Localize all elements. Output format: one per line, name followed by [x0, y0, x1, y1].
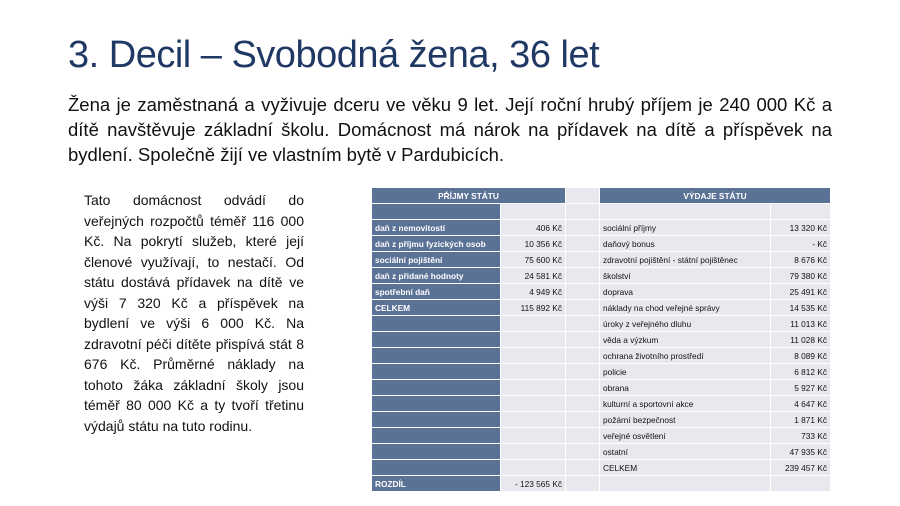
expense-label-cell: doprava	[600, 284, 771, 300]
gap-cell	[566, 268, 600, 284]
table-row	[372, 252, 831, 268]
gap-cell	[566, 444, 600, 460]
table-row	[372, 236, 831, 252]
expense-value-cell: 733 Kč	[771, 428, 831, 444]
income-value-cell	[501, 412, 566, 428]
expense-value-cell: 5 927 Kč	[771, 380, 831, 396]
gap-cell	[566, 380, 600, 396]
difference-label: ROZDÍL	[372, 476, 501, 492]
income-value-cell: 406 Kč	[501, 220, 566, 236]
expense-label-cell: obrana	[600, 380, 771, 396]
side-paragraph: Tato domácnost odvádí do veřejných rozpočtů téměř 116 000 Kč. Na pokrytí služeb, které její členové využívají, to nestačí. Od státu dostává přídavek na dítě ve výši 7 320 Kč a příspěvek na bydlení ve výši 6 000 Kč. Na zdravotní péči dítěte přispívá stát 8 676 Kč. Průměrné náklady na tohoto žáka základní školy jsou téměř 80 000 Kč a ty tvoří třetinu výdajů státu na tuto rodinu.	[84, 192, 304, 434]
gap-cell	[566, 332, 600, 348]
table-row	[372, 332, 831, 348]
table-row	[372, 300, 831, 316]
income-value-cell	[501, 364, 566, 380]
gap-cell	[566, 204, 600, 220]
expense-label-cell: kulturní a sportovní akce	[600, 396, 771, 412]
expense-label-cell: požární bezpečnost	[600, 412, 771, 428]
income-label-cell	[372, 380, 501, 396]
expense-label-cell: ostatní	[600, 444, 771, 460]
table-row	[372, 284, 831, 300]
expense-value-cell: 14 535 Kč	[771, 300, 831, 316]
table-row	[372, 444, 831, 460]
gap-cell	[566, 220, 600, 236]
income-label-cell: daň z příjmu fyzických osob	[372, 236, 501, 252]
table-row	[372, 364, 831, 380]
difference-value: - 123 565 Kč	[501, 476, 566, 492]
income-label-cell: sociální pojištění	[372, 252, 501, 268]
expense-value-cell: 1 871 Kč	[771, 412, 831, 428]
expense-label-cell: veřejné osvětlení	[600, 428, 771, 444]
table-row	[372, 460, 831, 476]
income-value-cell	[501, 444, 566, 460]
expense-value-cell: 6 812 Kč	[771, 364, 831, 380]
expense-label-cell: CELKEM	[600, 460, 771, 476]
income-label-cell	[372, 332, 501, 348]
expense-value-cell: 11 028 Kč	[771, 332, 831, 348]
expense-label-cell: daňový bonus	[600, 236, 771, 252]
income-label-cell: daň z nemovitostí	[372, 220, 501, 236]
empty-cell	[600, 476, 771, 492]
intro-paragraph: Žena je zaměstnaná a vyživuje dceru ve věku 9 let. Její roční hrubý příjem je 240 000 Kč a dítě navštěvuje základní školu. Domácnost má nárok na přídavek na dítě a příspěvek na bydlení. Společně žijí ve vlastním bytě v Pardubicích.	[68, 94, 832, 165]
expense-value-cell: 47 935 Kč	[771, 444, 831, 460]
expense-label-cell	[600, 204, 771, 220]
income-label-cell	[372, 460, 501, 476]
budget-table-body	[372, 188, 831, 492]
expense-label-cell: ochrana životního prostředí	[600, 348, 771, 364]
gap-cell	[566, 316, 600, 332]
gap-cell	[566, 284, 600, 300]
income-value-cell: 115 892 Kč	[501, 300, 566, 316]
income-value-cell	[501, 316, 566, 332]
table-row	[372, 268, 831, 284]
income-label-cell	[372, 316, 501, 332]
expense-value-cell: 79 380 Kč	[771, 268, 831, 284]
expense-value-cell: 239 457 Kč	[771, 460, 831, 476]
expense-value-cell: - Kč	[771, 236, 831, 252]
table-row	[372, 428, 831, 444]
expense-value-cell	[771, 204, 831, 220]
expense-value-cell: 4 647 Kč	[771, 396, 831, 412]
gap-cell	[566, 300, 600, 316]
income-label-cell	[372, 364, 501, 380]
slide-title: 3. Decil – Svobodná žena, 36 let	[68, 34, 600, 76]
income-value-cell: 4 949 Kč	[501, 284, 566, 300]
gap-cell	[566, 460, 600, 476]
income-value-cell	[501, 204, 566, 220]
income-value-cell: 10 356 Kč	[501, 236, 566, 252]
expense-label-cell: náklady na chod veřejné správy	[600, 300, 771, 316]
expense-label-cell: školství	[600, 268, 771, 284]
income-value-cell	[501, 460, 566, 476]
gap-cell	[566, 188, 600, 204]
gap-cell	[566, 396, 600, 412]
table-row	[372, 316, 831, 332]
income-label-cell	[372, 428, 501, 444]
income-value-cell	[501, 348, 566, 364]
income-label-cell: CELKEM	[372, 300, 501, 316]
budget-table	[371, 187, 831, 492]
empty-cell	[771, 476, 831, 492]
expense-label-cell: zdravotní pojištění - státní pojištěnec	[600, 252, 771, 268]
income-value-cell: 24 581 Kč	[501, 268, 566, 284]
expense-label-cell: sociální příjmy	[600, 220, 771, 236]
income-value-cell	[501, 396, 566, 412]
gap-cell	[566, 412, 600, 428]
expense-value-cell: 25 491 Kč	[771, 284, 831, 300]
expense-label-cell: policie	[600, 364, 771, 380]
gap-cell	[566, 236, 600, 252]
gap-cell	[566, 252, 600, 268]
income-label-cell	[372, 204, 501, 220]
income-value-cell: 75 600 Kč	[501, 252, 566, 268]
income-label-cell	[372, 412, 501, 428]
table-row	[372, 412, 831, 428]
income-label-cell: daň z přidané hodnoty	[372, 268, 501, 284]
table-row	[372, 380, 831, 396]
expense-value-cell: 8 089 Kč	[771, 348, 831, 364]
income-label-cell: spotřební daň	[372, 284, 501, 300]
table-row	[372, 204, 831, 220]
income-label-cell	[372, 396, 501, 412]
gap-cell	[566, 364, 600, 380]
income-value-cell	[501, 380, 566, 396]
expense-value-cell: 11 013 Kč	[771, 316, 831, 332]
expense-label-cell: úroky z veřejného dluhu	[600, 316, 771, 332]
difference-row	[372, 476, 831, 492]
table-row	[372, 348, 831, 364]
income-label-cell	[372, 348, 501, 364]
income-header: PŘÍJMY STÁTU	[372, 188, 566, 204]
gap-cell	[566, 348, 600, 364]
table-row	[372, 396, 831, 412]
income-value-cell	[501, 428, 566, 444]
expense-header: VÝDAJE STÁTU	[600, 188, 831, 204]
table-row	[372, 220, 831, 236]
table-header-row	[372, 188, 831, 204]
gap-cell	[566, 476, 600, 492]
expense-value-cell: 8 676 Kč	[771, 252, 831, 268]
income-value-cell	[501, 332, 566, 348]
expense-value-cell: 13 320 Kč	[771, 220, 831, 236]
income-label-cell	[372, 444, 501, 460]
expense-label-cell: věda a výzkum	[600, 332, 771, 348]
gap-cell	[566, 428, 600, 444]
